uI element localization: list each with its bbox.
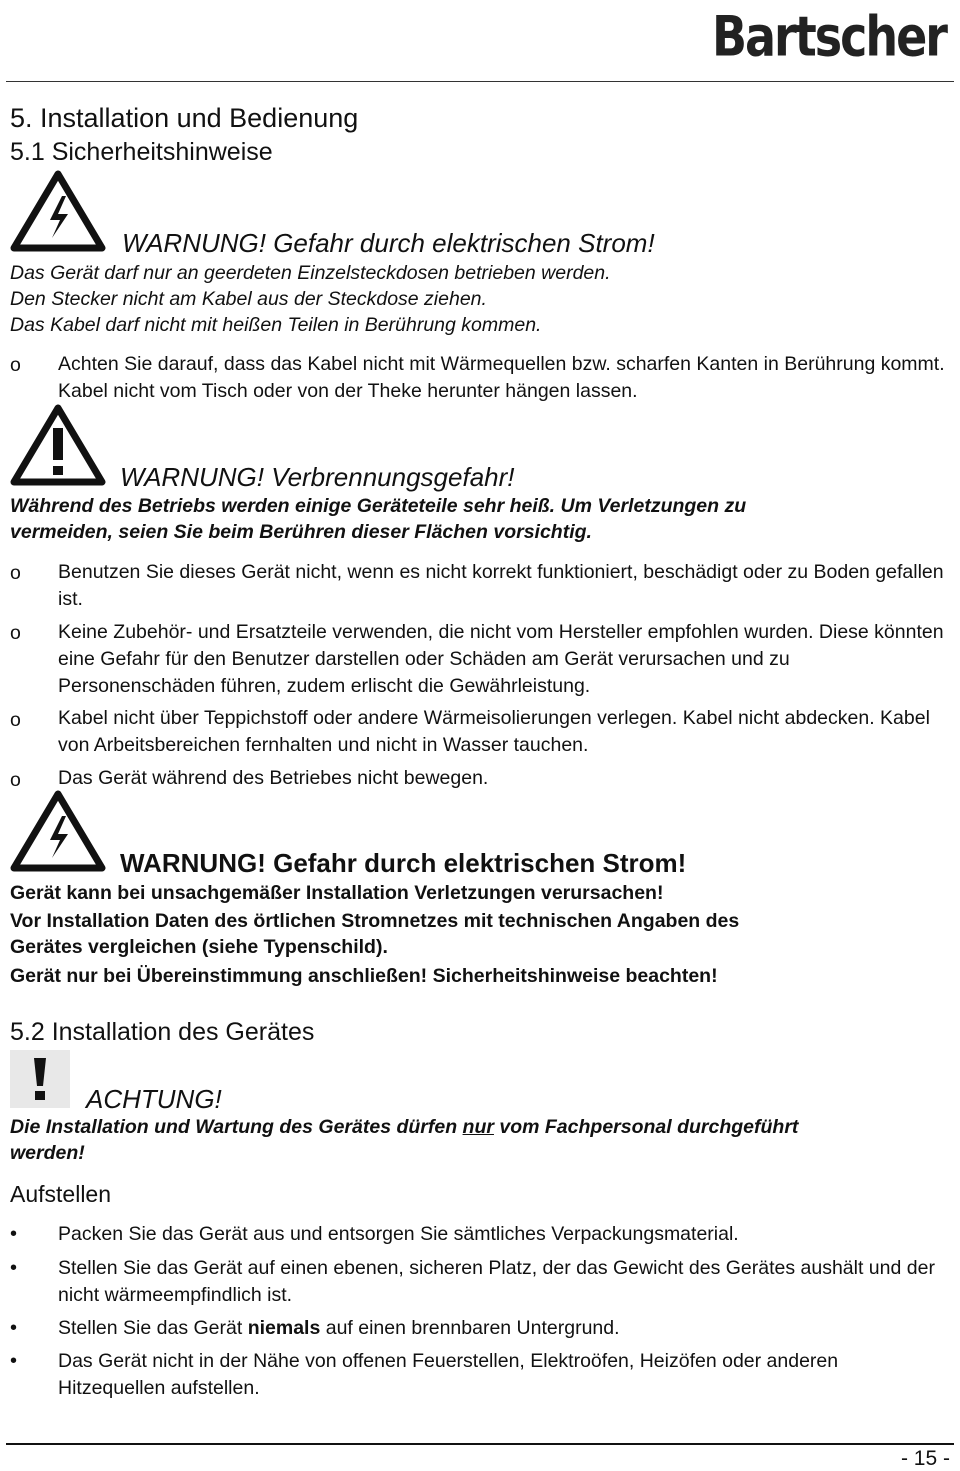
- bullet: •: [10, 1257, 18, 1279]
- electric-hazard-icon: [10, 170, 106, 254]
- warning-title-burn: WARNUNG! Verbrennungsgefahr!: [120, 462, 515, 492]
- list-marker: o: [10, 622, 21, 644]
- section-title: 5. Installation und Bedienung: [10, 103, 359, 133]
- caution-line: [10, 1116, 798, 1139]
- header-divider: [6, 81, 954, 82]
- list-marker: o: [10, 709, 21, 731]
- list-item: Achten Sie darauf, dass das Kabel nicht mit Wärmequellen bzw. scharfen Kanten in Berührung kommt. Kabel nicht vom Tisch oder von der Theke herunter hängen lassen.: [58, 353, 945, 402]
- item-text: Stellen Sie das Gerät: [58, 1317, 248, 1339]
- warning-title-electric-installation: WARNUNG! Gefahr durch elektrischen Strom!: [120, 848, 687, 878]
- list-item: Stellen Sie das Gerät auf einen ebenen, sicheren Platz, der das Gewicht des Gerätes aushält und der nicht wärmeempfindlich ist.: [58, 1257, 935, 1306]
- warning3-line: Gerät kann bei unsachgemäßer Installation Verletzungen verursachen!: [10, 882, 664, 904]
- bullet: •: [10, 1223, 18, 1245]
- subsection-title-safety: 5.1 Sicherheitshinweise: [10, 138, 273, 166]
- list-item: Kabel nicht über Teppichstoff oder andere Wärmeisolierungen verlegen. Kabel nicht abdecken. Kabel von Arbeitsbereichen fernhalten und nicht in Wasser tauchen.: [58, 707, 930, 756]
- electric-hazard-icon: [10, 790, 106, 874]
- warning-title-electric: WARNUNG! Gefahr durch elektrischen Strom!: [122, 228, 655, 258]
- warning3-line: Gerät nur bei Übereinstimmung anschließen! Sicherheitshinweise beachten!: [10, 965, 718, 987]
- list-item: Packen Sie das Gerät aus und entsorgen Sie sämtliches Verpackungsmaterial.: [58, 1223, 739, 1245]
- list-marker: o: [10, 769, 21, 791]
- subsection-title-installation: 5.2 Installation des Gerätes: [10, 1018, 315, 1046]
- bullet: •: [10, 1350, 18, 1372]
- warning2-line: Während des Betriebs werden einige Geräteteile sehr heiß. Um Verletzungen zu: [10, 495, 747, 517]
- caution-line: werden!: [10, 1142, 85, 1164]
- list-item: Das Gerät nicht in der Nähe von offenen Feuerstellen, Elektroöfen, Heizöfen oder anderen Hitzequellen aufstellen.: [58, 1350, 839, 1399]
- list-item: Das Gerät während des Betriebes nicht bewegen.: [58, 767, 489, 789]
- exclamation-warning-icon: [10, 404, 106, 488]
- brand-logo: Bartscher: [711, 4, 946, 69]
- footer-divider: [6, 1443, 954, 1445]
- warning2-line: vermeiden, seien Sie beim Berühren dieser Flächen vorsichtig.: [10, 521, 592, 543]
- caution-title: ACHTUNG!: [86, 1084, 222, 1114]
- bullet: •: [10, 1317, 18, 1339]
- caution-emphasis: nur: [462, 1116, 494, 1138]
- warning1-line: Den Stecker nicht am Kabel aus der Steckdose ziehen.: [10, 288, 487, 310]
- warning3-line: Vor Installation Daten des örtlichen Stromnetzes mit technischen Angaben des: [10, 910, 740, 932]
- warning1-line: Das Kabel darf nicht mit heißen Teilen in Berührung kommen.: [10, 314, 542, 336]
- setup-heading: Aufstellen: [10, 1181, 112, 1207]
- list-item: Benutzen Sie dieses Gerät nicht, wenn es nicht korrekt funktioniert, beschädigt oder zu Boden gefallen ist.: [58, 561, 944, 610]
- page-number: - 15 -: [900, 1447, 950, 1470]
- caution-text: vom Fachpersonal durchgeführt: [493, 1116, 799, 1138]
- warning3-line: Gerätes vergleichen (siehe Typenschild).: [10, 936, 388, 958]
- item-emphasis: niemals: [247, 1317, 321, 1339]
- warning1-line: Das Gerät darf nur an geerdeten Einzelsteckdosen betrieben werden.: [10, 262, 611, 284]
- caution-text: Die Installation und Wartung des Gerätes dürfen: [10, 1116, 463, 1138]
- caution-icon: [10, 1050, 70, 1108]
- list-marker: o: [10, 354, 21, 376]
- item-text: auf einen brennbaren Untergrund.: [320, 1317, 620, 1339]
- list-marker: o: [10, 562, 21, 584]
- list-item: [58, 1315, 948, 1342]
- list-item: Keine Zubehör- und Ersatzteile verwenden, die nicht vom Hersteller empfohlen wurden. Diese könnten eine Gefahr für den Benutzer darstellen oder Schäden am Gerät verursachen und zu Personenschäden führen, zudem erlischt die Gewährleistung.: [58, 621, 944, 697]
